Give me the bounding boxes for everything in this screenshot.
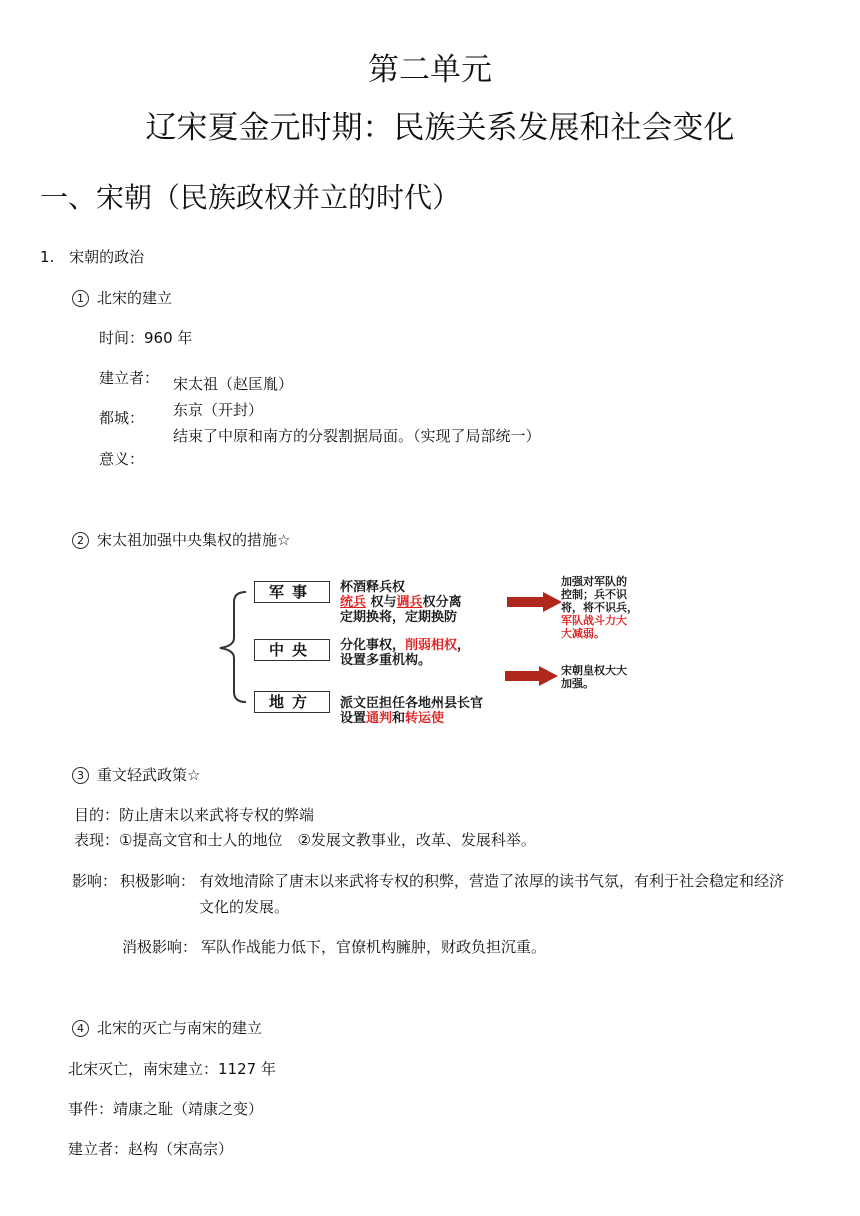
circled-number-4: 4 bbox=[72, 1020, 89, 1037]
item3-heading bbox=[72, 764, 200, 785]
result-note-military: 加强对军队的 控制；兵不识 将，将不识兵， 军队战斗力大 大减弱。 bbox=[561, 575, 638, 640]
box-military: 军事 bbox=[254, 581, 330, 603]
positive-label: 积极影响： bbox=[120, 872, 196, 890]
arrow-icon-1 bbox=[507, 592, 562, 612]
unit-subtitle: 辽宋夏金元时期：民族关系发展和社会变化 bbox=[145, 110, 735, 146]
central-line-2: 设置多重机构。 bbox=[340, 653, 432, 668]
item2-title: 宋太祖加强中央集权的措施☆ bbox=[97, 531, 291, 549]
military-line-1: 杯酒释兵权 bbox=[340, 580, 406, 595]
positive-impact-line-2: 文化的发展。 bbox=[199, 898, 290, 916]
negative-label: 消极影响： bbox=[122, 938, 198, 956]
military-line-3: 定期换将，定期换防 bbox=[340, 610, 458, 625]
section-title: 一、宋朝（民族政权并立的时代） bbox=[40, 181, 461, 214]
military-line-2: 统兵 权与调兵权分离 bbox=[340, 595, 462, 610]
item4-line-3: 建立者：赵构（宋高宗） bbox=[68, 1140, 234, 1158]
box-central: 中央 bbox=[254, 639, 330, 661]
item1-founder-label: 建立者： bbox=[99, 369, 160, 387]
item1-time: 时间：960 年 bbox=[99, 329, 193, 347]
item4-heading bbox=[72, 1017, 262, 1038]
box-local: 地方 bbox=[254, 691, 330, 713]
unit-title: 第二单元 bbox=[368, 52, 492, 88]
centralization-diagram bbox=[212, 572, 658, 732]
part-number: 1. bbox=[40, 248, 55, 266]
central-line-1: 分化事权，削弱相权， bbox=[340, 638, 471, 653]
local-line-1: 派文臣担任各地州县长官 bbox=[340, 696, 484, 711]
local-measures bbox=[340, 696, 483, 726]
item1-meaning-label: 意义： bbox=[99, 450, 145, 468]
positive-impact-line-1: 有效地清除了唐末以来武将专权的积弊，营造了浓厚的读书气氛，有利于社会稳定和经济 bbox=[199, 872, 785, 890]
item1-capital: 东京（开封） bbox=[173, 401, 264, 419]
part-title: 宋朝的政治 bbox=[69, 248, 145, 266]
item1-meaning: 结束了中原和南方的分裂割据局面。（实现了局部统一） bbox=[173, 427, 541, 445]
item1-founder: 宋太祖（赵匡胤） bbox=[173, 375, 294, 393]
item3-title: 重文轻武政策☆ bbox=[97, 766, 201, 784]
military-measures bbox=[340, 580, 462, 625]
item1-title: 北宋的建立 bbox=[97, 289, 173, 307]
item4-line-2: 事件：靖康之耻（靖康之变） bbox=[68, 1100, 264, 1118]
central-measures bbox=[340, 638, 470, 668]
item3-purpose: 目的：防止唐末以来武将专权的弊端 bbox=[74, 806, 315, 824]
item2-heading bbox=[72, 529, 290, 550]
circled-number-2: 2 bbox=[72, 532, 89, 549]
part-heading bbox=[40, 246, 144, 267]
item4-title: 北宋的灭亡与南宋的建立 bbox=[97, 1019, 263, 1037]
negative-impact: 军队作战能力低下，官僚机构臃肿，财政负担沉重。 bbox=[201, 938, 547, 956]
circled-number-1: 1 bbox=[72, 290, 89, 307]
impact-label: 影响： bbox=[72, 872, 118, 890]
item1-capital-label: 都城： bbox=[99, 409, 145, 427]
item4-line-1: 北宋灭亡，南宋建立：1127 年 bbox=[68, 1060, 276, 1078]
brace-icon bbox=[220, 592, 246, 702]
local-line-2: 设置通判和转运使 bbox=[340, 711, 445, 726]
circled-number-3: 3 bbox=[72, 767, 89, 784]
result-note-power: 宋朝皇权大大 加强。 bbox=[561, 664, 627, 690]
arrow-icon-2 bbox=[505, 666, 558, 686]
item3-manifestation: 表现：①提高文官和士人的地位 ②发展文教事业，改革、发展科举。 bbox=[74, 831, 536, 849]
item1-heading bbox=[72, 287, 172, 308]
